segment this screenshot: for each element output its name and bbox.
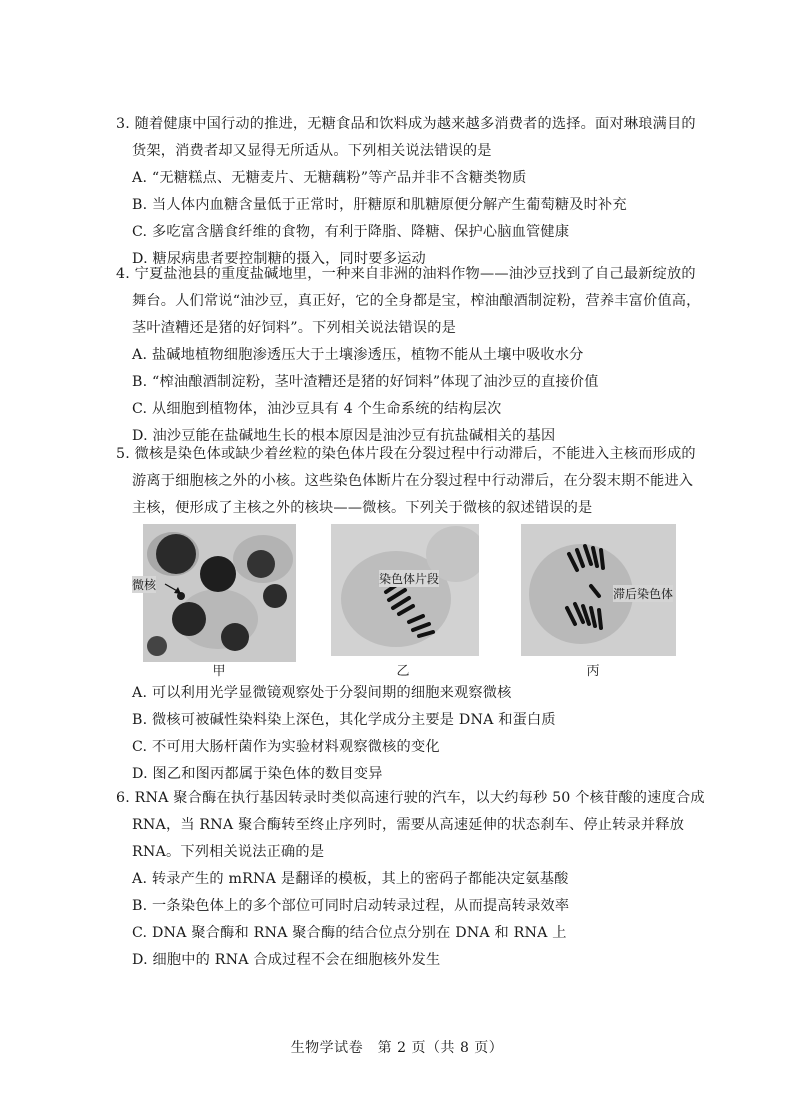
option-d: D. 细胞中的 RNA 合成过程不会在细胞核外发生 — [132, 952, 441, 968]
question-stem: 5. 微核是染色体或缺少着丝粒的染色体片段在分裂过程中行动滞后，不能进入主核而形成的游离于细胞核之外的小核。这些染色体断片在分裂过程中行动滞后，在分裂末期不能进入主核，便形成了主核之外的核块——微核。下列关于微核的叙述错误的是 — [116, 446, 696, 516]
option-a: A. 盐碱地植物细胞渗透压大于土壤渗透压，植物不能从土壤中吸收水分 — [132, 347, 584, 363]
option-d: D. 糖尿病患者要控制糖的摄入，同时要多运动 — [132, 251, 426, 267]
label-arrow — [143, 524, 296, 662]
micrograph-yi — [331, 524, 479, 656]
option-d: D. 图乙和图丙都属于染色体的数目变异 — [132, 766, 383, 782]
option-c: C. 多吃富含膳食纤维的食物，有利于降脂、降糖、保护心脑血管健康 — [132, 224, 570, 240]
figure-jia — [132, 524, 296, 679]
option-b: B. “榨油酿酒制淀粉，茎叶渣糟还是猪的好饲料”体现了油沙豆的直接价值 — [132, 374, 599, 390]
question-3 — [116, 111, 706, 273]
question-4 — [116, 261, 706, 450]
page-footer: 生物学试卷 第 2 页（共 8 页） — [290, 1040, 504, 1056]
option-a: A. 可以利用光学显微镜观察处于分裂间期的细胞来观察微核 — [132, 685, 512, 701]
lagging-chromosome-label: 滞后染色体 — [613, 587, 674, 601]
option-c: C. 从细胞到植物体，油沙豆具有 4 个生命系统的结构层次 — [132, 401, 502, 417]
option-b: B. 当人体内血糖含量低于正常时，肝糖原和肌糖原便分解产生葡萄糖及时补充 — [132, 197, 627, 213]
question-stem: 4. 宁夏盐池县的重度盐碱地里，一种来自非洲的油料作物——油沙豆找到了自己最新绽放的舞台。人们常说“油沙豆，真正好，它的全身都是宝，榨油酿酒制淀粉，营养丰富价值高，茎叶渣糟还是猪的好饲料”。下列相关说法错误的是 — [116, 266, 701, 336]
question-5 — [116, 441, 706, 522]
figure-caption: 丙 — [586, 664, 600, 679]
figure-yi — [331, 524, 479, 679]
figure-caption: 甲 — [212, 664, 226, 679]
option-a: A. 转录产生的 mRNA 是翻译的模板，其上的密码子都能决定氨基酸 — [132, 871, 569, 887]
option-a: A. “无糖糕点、无糖麦片、无糖藕粉”等产品并非不含糖类物质 — [132, 170, 527, 186]
question-5-options — [116, 680, 706, 788]
figure-caption: 乙 — [396, 664, 410, 679]
option-d: D. 油沙豆能在盐碱地生长的根本原因是油沙豆有抗盐碱相关的基因 — [132, 428, 556, 444]
option-c: C. DNA 聚合酶和 RNA 聚合酶的结合位点分别在 DNA 和 RNA 上 — [132, 925, 567, 941]
question-stem: 6. RNA 聚合酶在执行基因转录时类似高速行驶的汽车，以大约每秒 50 个核苷酸的速度合成 RNA，当 RNA 聚合酶转至终止序列时，需要从高速延伸的状态刹车、停止转录并释放 RNA。下列相关说法正确的是 — [116, 790, 705, 860]
micronucleus-label: 微核 — [132, 578, 157, 592]
option-b: B. 一条染色体上的多个部位可同时启动转录过程，从而提高转录效率 — [132, 898, 570, 914]
option-b: B. 微核可被碱性染料染上深色，其化学成分主要是 DNA 和蛋白质 — [132, 712, 556, 728]
chromosome-fragment-label: 染色体片段 — [379, 572, 440, 586]
figure-bing — [521, 524, 676, 679]
micrograph-figures — [132, 524, 678, 679]
option-c: C. 不可用大肠杆菌作为实验材料观察微核的变化 — [132, 739, 440, 755]
question-6 — [116, 785, 706, 974]
question-stem: 3. 随着健康中国行动的推进，无糖食品和饮料成为越来越多消费者的选择。面对琳琅满目的货架，消费者却又显得无所适从。下列相关说法错误的是 — [116, 116, 696, 159]
